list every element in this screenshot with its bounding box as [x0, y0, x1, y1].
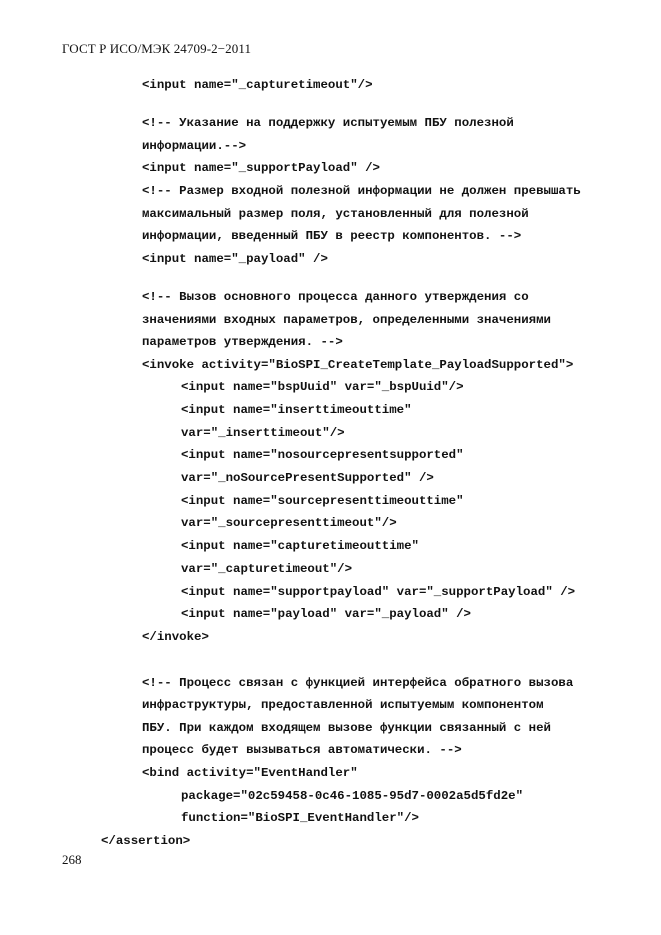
code-line: <input name="capturetimeouttime"	[181, 539, 419, 553]
code-line: var="_inserttimeout"/>	[181, 426, 345, 440]
document-header: ГОСТ Р ИСО/МЭК 24709-2−2011	[62, 41, 252, 56]
code-line: <input name="sourcepresenttimeouttime"	[181, 494, 464, 508]
code-line: <input name="nosourcepresentsupported"	[181, 448, 464, 462]
code-line: function="BioSPI_EventHandler"/>	[181, 811, 419, 825]
code-comment-line: процесс будет вызываться автоматически. -->	[142, 743, 462, 757]
code-line: <input name="_payload" />	[142, 252, 328, 266]
page-number: 268	[62, 852, 82, 867]
code-comment-line: информации, введенный ПБУ в реестр компонентов. -->	[142, 229, 522, 243]
code-comment-line: информации.-->	[142, 139, 247, 153]
code-line: <input name="bspUuid" var="_bspUuid"/>	[181, 380, 464, 394]
code-line: <input name="supportpayload" var="_supportPayload" />	[181, 585, 576, 599]
code-comment-line: значениями входных параметров, определенными значениями	[142, 313, 551, 327]
code-comment-line: ПБУ. При каждом входящем вызове функции связанный с ней	[142, 721, 551, 735]
code-line: <input name="_capturetimeout"/>	[142, 78, 373, 92]
code-comment-line: <!-- Вызов основного процесса данного утверждения со	[142, 290, 529, 304]
code-line: package="02c59458-0c46-1085-95d7-0002a5d5fd2e"	[181, 789, 524, 803]
code-comment-line: инфраструктуры, предоставленной испытуемым компонентом	[142, 698, 544, 712]
code-line: <input name="_supportPayload" />	[142, 161, 380, 175]
code-comment-line: максимальный размер поля, установленный для полезной	[142, 207, 529, 221]
code-comment-line: <!-- Указание на поддержку испытуемым ПБУ полезной	[142, 116, 514, 130]
code-comment-line: <!-- Размер входной полезной информации не должен превышать	[142, 184, 581, 198]
code-line: <invoke activity="BioSPI_CreateTemplate_PayloadSupported">	[142, 358, 574, 372]
code-line: var="_sourcepresenttimeout"/>	[181, 516, 397, 530]
code-line: </assertion>	[101, 834, 191, 848]
code-line: <input name="inserttimeouttime"	[181, 403, 412, 417]
code-line: var="_noSourcePresentSupported" />	[181, 471, 434, 485]
code-comment-line: <!-- Процесс связан с функцией интерфейса обратного вызова	[142, 676, 574, 690]
code-line: <bind activity="EventHandler"	[142, 766, 358, 780]
code-line: <input name="payload" var="_payload" />	[181, 607, 471, 621]
code-comment-line: параметров утверждения. -->	[142, 335, 343, 349]
code-line: var="_capturetimeout"/>	[181, 562, 353, 576]
code-line: </invoke>	[142, 630, 209, 644]
